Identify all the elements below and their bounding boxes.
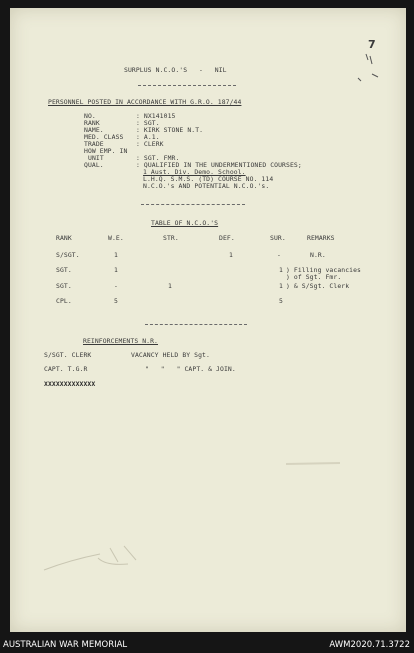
field-value: : SGT. FMR. xyxy=(136,154,180,162)
remarks-cell: ) & S/Sgt. Clerk xyxy=(286,282,350,290)
reinforcement-note: VACANCY HELD BY Sgt. xyxy=(131,351,210,359)
reinforcement-position: S/SGT. CLERK xyxy=(44,351,92,359)
sur-cell: 1 xyxy=(279,266,283,274)
field-label: UNIT xyxy=(88,154,104,162)
column-header: REMARKS xyxy=(307,234,335,242)
field-label: NO. xyxy=(84,112,96,120)
field-value: : CLERK xyxy=(136,140,164,148)
column-header: W.E. xyxy=(108,234,124,242)
pencil-scribble-icon xyxy=(352,50,382,86)
qualification-line: 1 Aust. Div. Demo. School. xyxy=(143,168,246,176)
def-cell: 1 xyxy=(229,251,233,259)
divider-line xyxy=(138,85,236,86)
field-value: : KIRK STONE N.T. xyxy=(136,126,204,134)
rank-cell: CPL. xyxy=(56,297,72,305)
rank-cell: S/SGT. xyxy=(56,251,80,259)
field-value: : SGT. xyxy=(136,119,160,127)
handwritten-mark: 7 xyxy=(368,38,376,51)
surplus-nco-heading: SURPLUS N.C.O.'S - NIL xyxy=(124,66,227,74)
sur-cell: 1 xyxy=(279,282,283,290)
faint-smudge-icon xyxy=(284,458,344,470)
column-header: RANK xyxy=(56,234,72,242)
qualification-line: N.C.O.'s AND POTENTIAL N.C.O.'s. xyxy=(143,182,270,190)
we-cell: 5 xyxy=(114,297,118,305)
remarks-cell: ) of Sgt. Fmr. xyxy=(286,273,342,281)
remarks-cell: N.R. xyxy=(310,251,326,259)
divider-line xyxy=(145,324,247,325)
rank-cell: SGT. xyxy=(56,266,72,274)
archive-reference: AWM2020.71.3722 xyxy=(329,640,410,650)
field-label: TRADE xyxy=(84,140,104,148)
reinforcement-note: " " " CAPT. & JOIN. xyxy=(145,365,236,373)
field-label: HOW EMP. IN xyxy=(84,147,128,155)
we-cell: - xyxy=(114,282,118,290)
we-cell: 1 xyxy=(114,251,118,259)
posting-heading: PERSONNEL POSTED IN ACCORDANCE WITH G.R.O. 187/44 xyxy=(48,98,242,106)
we-cell: 1 xyxy=(114,266,118,274)
field-label: RANK xyxy=(84,119,100,127)
field-value: : NX141015 xyxy=(136,112,176,120)
column-header: SUR. xyxy=(270,234,286,242)
reinforcement-position: CAPT. T.G.R xyxy=(44,365,88,373)
reinforcements-heading: REINFORCEMENTS N.R. xyxy=(83,337,159,345)
table-title: TABLE OF N.C.O.'S xyxy=(151,219,219,227)
field-label: MED. CLASS xyxy=(84,133,124,141)
column-header: STR. xyxy=(163,234,179,242)
remarks-cell: ) Filling vacancies xyxy=(286,266,362,274)
field-label: QUAL. xyxy=(84,161,104,169)
str-cell: 1 xyxy=(168,282,172,290)
sur-cell: 5 xyxy=(279,297,283,305)
archive-credit: AUSTRALIAN WAR MEMORIAL xyxy=(3,640,128,650)
column-header: DEF. xyxy=(219,234,235,242)
field-value: : QUALIFIED IN THE UNDERMENTIONED COURSES; xyxy=(136,161,302,169)
rank-cell: SGT. xyxy=(56,282,72,290)
divider-line xyxy=(141,204,245,205)
field-label: NAME. xyxy=(84,126,104,134)
struck-out-text: XXXXXXXXXXXXX xyxy=(44,380,96,388)
faint-pencil-marks-icon xyxy=(40,540,150,580)
sur-cell: - xyxy=(277,251,281,259)
field-value: : A.1. xyxy=(136,133,160,141)
qualification-line: L.H.Q. S.M.S. (TD) COURSE NO. 114 xyxy=(143,175,274,183)
